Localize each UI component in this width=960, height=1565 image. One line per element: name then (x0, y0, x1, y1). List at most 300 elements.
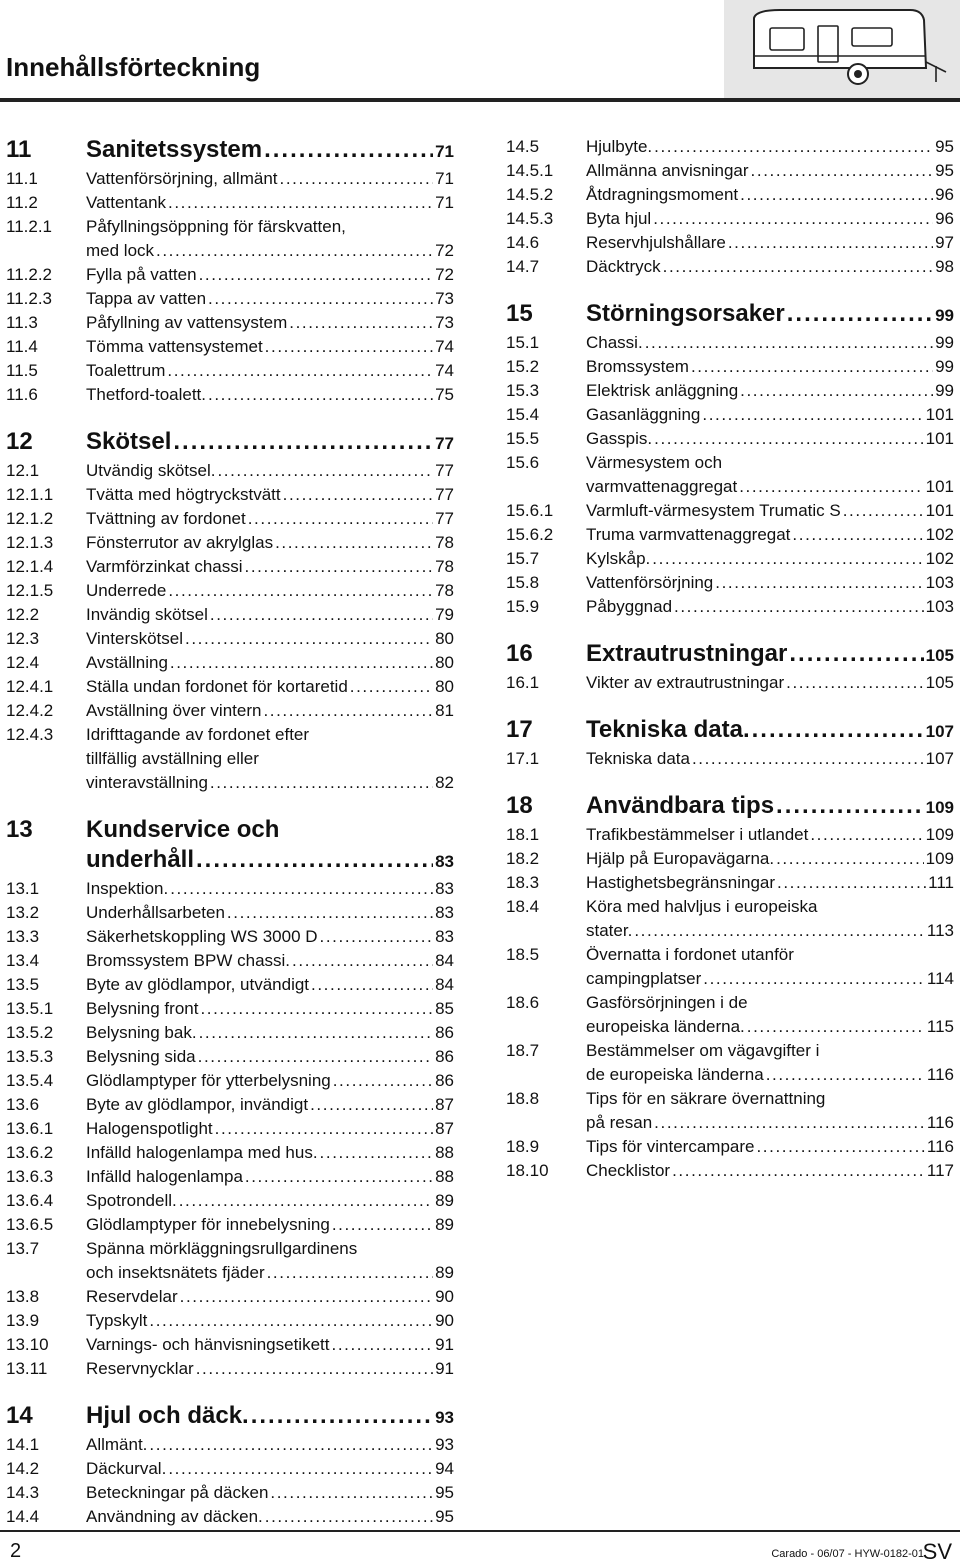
toc-chapter[interactable] (506, 639, 954, 671)
toc-entry[interactable] (506, 871, 954, 895)
toc-entry-title: Varmluft-värmesystem Trumatic S (586, 501, 841, 520)
toc-page-number: 81 (435, 701, 454, 720)
toc-entry-title: Hjul och däck. (86, 1402, 249, 1429)
toc-page-number: 91 (435, 1359, 454, 1378)
toc-entry-number: 15.9 (506, 597, 540, 616)
dot-leader (752, 715, 924, 745)
toc-entry[interactable] (6, 1141, 454, 1165)
toc-entry[interactable] (6, 579, 454, 603)
toc-entry-title: Thetford-toalett. (86, 385, 207, 404)
toc-entry-number: 11.4 (6, 337, 38, 356)
toc-page-number: 73 (435, 313, 454, 332)
toc-entry[interactable] (506, 895, 954, 943)
toc-entry-title: Idrifttagande av fordonet efter (86, 725, 310, 744)
toc-entry-title: varmvattenaggregat (586, 477, 738, 496)
toc-entry[interactable] (6, 507, 454, 531)
toc-entry[interactable] (6, 1333, 454, 1357)
toc-entry-title: Elektrisk anläggning (586, 381, 739, 400)
toc-page-number: 95 (935, 137, 954, 156)
toc-entry-number: 13.6.1 (6, 1119, 54, 1138)
toc-entry-title: Trafikbestämmelser i utlandet (586, 825, 809, 844)
toc-page-number: 87 (435, 1119, 454, 1138)
toc-entry-title: Underrede (86, 581, 167, 600)
toc-entry[interactable] (6, 335, 454, 359)
toc-entry[interactable] (6, 1481, 454, 1505)
toc-entry-number: 18.8 (506, 1089, 540, 1108)
toc-page-number: 116 (926, 1065, 954, 1084)
toc-entry[interactable] (6, 699, 454, 723)
dot-leader (280, 167, 434, 191)
toc-entry[interactable] (506, 943, 954, 991)
caravan-icon (740, 6, 950, 98)
toc-entry-title: Avställning (86, 653, 168, 672)
toc-entry[interactable] (6, 1021, 454, 1045)
dot-leader (208, 287, 433, 311)
toc-page-number: 80 (435, 653, 454, 672)
toc-entry[interactable] (506, 207, 954, 231)
dot-leader (167, 359, 433, 383)
toc-entry-title: Vinterskötsel (86, 629, 184, 648)
toc-entry-number: 14.5.1 (506, 161, 554, 180)
toc-entry[interactable] (506, 231, 954, 255)
toc-entry-title: Byte av glödlampor, utvändigt (86, 975, 310, 994)
toc-entry[interactable] (506, 159, 954, 183)
toc-page-number: 105 (925, 673, 954, 692)
toc-entry-title: europeiska länderna. (586, 1017, 745, 1036)
toc-entry-title: Tips för en säkrare övernattning (586, 1089, 826, 1108)
toc-entry[interactable] (6, 383, 454, 407)
toc-entry-number: 13.6 (6, 1095, 40, 1114)
toc-entry[interactable] (506, 331, 954, 355)
dot-leader (756, 1135, 924, 1159)
dot-leader (170, 651, 433, 675)
toc-entry-number: 12.4.1 (6, 677, 54, 696)
toc-entry-number: 18.6 (506, 993, 540, 1012)
toc-entry[interactable] (506, 571, 954, 595)
toc-entry[interactable] (6, 1045, 454, 1069)
toc-entry[interactable] (506, 255, 954, 279)
toc-entry-title: Beteckningar på däcken (86, 1483, 269, 1502)
dot-leader (168, 579, 433, 603)
toc-entry-number: 15.6 (506, 453, 540, 472)
toc-entry[interactable] (506, 355, 954, 379)
toc-page-number: 101 (925, 501, 954, 520)
toc-entry-title: vinteravställning (86, 773, 208, 792)
toc-entry-title: Köra med halvljus i europeiska (586, 897, 818, 916)
toc-entry[interactable] (506, 847, 954, 871)
toc-entry-title: Hjulbyte. (586, 137, 653, 156)
dot-leader (663, 255, 933, 279)
toc-entry[interactable] (6, 167, 454, 191)
toc-page-number: 89 (435, 1215, 454, 1234)
toc-entry[interactable] (6, 949, 454, 973)
toc-entry[interactable] (506, 595, 954, 619)
dot-leader (289, 311, 433, 335)
toc-entry[interactable] (6, 1117, 454, 1141)
toc-entry-title: de europeiska länderna (586, 1065, 764, 1084)
toc-entry-number: 14.4 (6, 1507, 40, 1526)
toc-entry-title: Skötsel (86, 428, 172, 455)
toc-page-number: 99 (935, 381, 954, 400)
dot-leader (210, 771, 433, 795)
toc-entry-number: 18.2 (506, 849, 540, 868)
toc-page-number: 72 (435, 241, 454, 260)
toc-entry[interactable] (506, 379, 954, 403)
toc-page-number: 83 (435, 927, 454, 946)
dot-leader (245, 1165, 433, 1189)
dot-leader (674, 595, 924, 619)
dot-leader (251, 1401, 433, 1431)
toc-entry[interactable] (506, 183, 954, 207)
toc-entry[interactable] (506, 547, 954, 571)
toc-entry-title: Vattenförsörjning (586, 573, 714, 592)
toc-entry[interactable] (6, 1357, 454, 1381)
dot-leader (311, 973, 433, 997)
toc-page-number: 107 (925, 749, 954, 768)
toc-entry[interactable] (6, 1309, 454, 1333)
toc-entry-number: 13.2 (6, 903, 40, 922)
toc-entry[interactable] (6, 263, 454, 287)
toc-entry[interactable] (6, 215, 454, 263)
toc-entry-number: 18.9 (506, 1137, 540, 1156)
dot-leader (208, 383, 433, 407)
toc-entry-number: 15.5 (506, 429, 540, 448)
toc-entry[interactable] (506, 135, 954, 159)
toc-entry-title: Värmesystem och (586, 453, 723, 472)
toc-page-number: 115 (926, 1017, 954, 1036)
toc-chapter[interactable] (506, 299, 954, 331)
toc-entry-number: 12.1 (6, 461, 40, 480)
toc-entry-title: Bestämmelser om vägavgifter i (586, 1041, 820, 1060)
dot-leader (292, 949, 433, 973)
toc-entry[interactable] (6, 1165, 454, 1189)
dot-leader (333, 1069, 433, 1093)
toc-chapter[interactable] (6, 815, 454, 877)
toc-entry[interactable] (6, 311, 454, 335)
toc-page-number: 107 (925, 722, 954, 741)
toc-entry-number: 11.3 (6, 313, 38, 332)
toc-entry-title: Hastighetsbegränsningar (586, 873, 776, 892)
toc-entry[interactable] (6, 1433, 454, 1457)
toc-entry-number: 13.6.4 (6, 1191, 54, 1210)
toc-entry[interactable] (6, 1505, 454, 1529)
toc-entry-title: Användbara tips (586, 792, 775, 819)
dot-leader (185, 627, 433, 651)
dot-leader (170, 877, 433, 901)
toc-entry-title: Underhållsarbeten (86, 903, 225, 922)
toc-page-number: 116 (926, 1137, 954, 1156)
toc-entry-title: Tappa av vatten (86, 289, 207, 308)
toc-entry[interactable] (6, 627, 454, 651)
toc-page-number: 101 (925, 477, 954, 496)
toc-entry[interactable] (6, 997, 454, 1021)
toc-entry[interactable] (506, 671, 954, 695)
toc-entry-title: Glödlamptyper för ytterbelysning (86, 1071, 331, 1090)
toc-entry-title: Extrautrustningar (586, 640, 788, 667)
toc-entry-title: Belysning bak. (86, 1023, 197, 1042)
dot-leader (215, 1117, 433, 1141)
dot-leader (332, 1213, 433, 1237)
toc-entry-number: 11.1 (6, 169, 38, 188)
dot-leader (350, 675, 433, 699)
dot-leader (740, 183, 933, 207)
toc-entry-title: Användning av däcken. (86, 1507, 263, 1526)
toc-entry-number: 18.3 (506, 873, 540, 892)
toc-page-number: 88 (435, 1143, 454, 1162)
dot-leader (653, 207, 933, 231)
toc-entry-title: Kundservice och (86, 816, 280, 843)
dot-leader (264, 135, 433, 165)
toc-page-number: 116 (926, 1113, 954, 1132)
toc-page-number: 103 (925, 597, 954, 616)
toc-entry-number: 12.1.5 (6, 581, 54, 600)
dot-leader (320, 925, 434, 949)
toc-entry-title: Infälld halogenlampa med hus. (86, 1143, 318, 1162)
toc-page-number: 90 (435, 1287, 454, 1306)
toc-page-number: 71 (435, 169, 454, 188)
toc-entry-number: 13.9 (6, 1311, 40, 1330)
toc-entry[interactable] (6, 1285, 454, 1309)
toc-page-number: 102 (925, 525, 954, 544)
toc-entry-title: och insektsnätets fjäder (86, 1263, 265, 1282)
dot-leader (672, 1159, 925, 1183)
toc-entry-title: Bromssystem (586, 357, 689, 376)
toc-page-number: 71 (435, 142, 454, 161)
toc-page-number: 101 (925, 429, 954, 448)
toc-entry-title: Säkerhetskoppling WS 3000 D (86, 927, 318, 946)
toc-page-number: 83 (435, 879, 454, 898)
toc-entry-title: Allmänna anvisningar (586, 161, 749, 180)
toc-entry-number: 12.1.1 (6, 485, 54, 504)
dot-leader (210, 603, 433, 627)
language-code: SV (922, 1539, 952, 1564)
toc-entry-title: Spotrondell. (86, 1191, 177, 1210)
toc-page-number: 95 (935, 161, 954, 180)
toc-chapter[interactable] (506, 715, 954, 747)
dot-leader (654, 427, 923, 451)
toc-page-number: 80 (435, 677, 454, 696)
toc-page-number: 114 (926, 969, 954, 988)
toc-entry[interactable] (506, 747, 954, 771)
dot-leader (263, 699, 433, 723)
toc-entry[interactable] (6, 555, 454, 579)
toc-page-number: 82 (435, 773, 454, 792)
toc-page-number: 78 (435, 581, 454, 600)
toc-entry[interactable] (6, 459, 454, 483)
toc-entry[interactable] (506, 499, 954, 523)
toc-chapter[interactable] (6, 1401, 454, 1433)
toc-entry[interactable] (6, 1237, 454, 1285)
toc-chapter[interactable] (6, 135, 454, 167)
toc-entry[interactable] (6, 973, 454, 997)
toc-entry-title: underhåll (86, 846, 195, 873)
toc-page-number: 86 (435, 1023, 454, 1042)
toc-entry-number: 13.3 (6, 927, 40, 946)
toc-entry-title: Typskylt (86, 1311, 148, 1330)
toc-entry[interactable] (6, 1457, 454, 1481)
toc-entry[interactable] (6, 483, 454, 507)
toc-entry-title: Gasspis. (586, 429, 653, 448)
dot-leader (245, 555, 434, 579)
dot-leader (740, 379, 933, 403)
toc-entry[interactable] (6, 287, 454, 311)
toc-entry-number: 13.11 (6, 1359, 48, 1378)
toc-entry[interactable] (6, 651, 454, 675)
toc-page-number: 109 (925, 798, 954, 817)
toc-entry[interactable] (506, 1159, 954, 1183)
toc-entry-number: 11.2.1 (6, 217, 53, 236)
toc-entry-number: 13.5.3 (6, 1047, 54, 1066)
toc-entry-title: Toalettrum (86, 361, 166, 380)
toc-entry-title: Fylla på vatten (86, 265, 197, 284)
dot-leader (691, 355, 933, 379)
toc-entry-title: Tekniska data. (586, 716, 750, 743)
toc-page-number: 109 (925, 825, 954, 844)
toc-entry-title: Tvätta med högtryckstvätt (86, 485, 281, 504)
dot-leader (199, 1021, 434, 1045)
toc-entry[interactable] (6, 1093, 454, 1117)
toc-entry-number: 13.5.1 (6, 999, 54, 1018)
toc-entry[interactable] (6, 675, 454, 699)
toc-entry-title: Belysning sida (86, 1047, 196, 1066)
toc-entry-number: 17 (506, 716, 533, 743)
dot-leader (789, 639, 923, 669)
toc-page-number: 103 (925, 573, 954, 592)
toc-entry[interactable] (6, 901, 454, 925)
header-rule (0, 98, 960, 102)
dot-leader (787, 299, 933, 329)
toc-entry-number: 15 (506, 300, 533, 327)
toc-entry-title: Byta hjul (586, 209, 652, 228)
toc-page-number: 73 (435, 289, 454, 308)
toc-entry-number: 14.1 (6, 1435, 40, 1454)
toc-entry-number: 11.2 (6, 193, 38, 212)
dot-leader (776, 847, 924, 871)
dot-leader (310, 1093, 433, 1117)
toc-entry[interactable] (506, 523, 954, 547)
toc-entry[interactable] (506, 403, 954, 427)
dot-leader (283, 483, 433, 507)
toc-entry-number: 14 (6, 1402, 33, 1429)
toc-entry[interactable] (6, 723, 454, 795)
dot-leader (156, 239, 433, 263)
toc-entry-title: med lock (86, 241, 155, 260)
toc-page-number: 91 (435, 1335, 454, 1354)
toc-page-number: 78 (435, 533, 454, 552)
toc-entry-title: Gasförsörjningen i de (586, 993, 748, 1012)
toc-entry-title: Tips för vintercampare (586, 1137, 755, 1156)
toc-entry[interactable] (6, 1069, 454, 1093)
toc-entry[interactable] (6, 1213, 454, 1237)
toc-entry-title: campingplatser (586, 969, 702, 988)
toc-entry-title: Belysning front (86, 999, 199, 1018)
toc-chapter[interactable] (6, 427, 454, 459)
dot-leader (702, 403, 923, 427)
toc-entry-number: 12.1.4 (6, 557, 54, 576)
dot-leader (168, 1457, 433, 1481)
toc-entry[interactable] (6, 925, 454, 949)
dot-leader (198, 1045, 433, 1069)
toc-entry[interactable] (506, 991, 954, 1039)
toc-entry-number: 16 (506, 640, 533, 667)
toc-entry-number: 13 (6, 816, 33, 843)
toc-entry-title: Allmänt. (86, 1435, 148, 1454)
toc-entry-number: 15.2 (506, 357, 540, 376)
toc-entry-number: 11 (6, 136, 32, 163)
toc-entry-number: 15.8 (506, 573, 540, 592)
dot-leader (267, 1261, 433, 1285)
toc-page-number: 97 (935, 233, 954, 252)
dot-leader (654, 135, 933, 159)
toc-page-number: 72 (435, 265, 454, 284)
toc-entry-title: Vattenförsörjning, allmänt (86, 169, 278, 188)
toc-entry[interactable] (506, 427, 954, 451)
toc-page-number: 95 (435, 1507, 454, 1526)
dot-leader (810, 823, 923, 847)
toc-page-number: 86 (435, 1071, 454, 1090)
page-title: Innehållsförteckning (6, 52, 261, 82)
toc-page-number: 87 (435, 1095, 454, 1114)
toc-entry[interactable] (506, 1135, 954, 1159)
toc-entry-number: 18 (506, 792, 533, 819)
toc-entry[interactable] (6, 603, 454, 627)
toc-entry-title: Fönsterrutor av akrylglas (86, 533, 274, 552)
dot-leader (747, 1015, 925, 1039)
toc-page-number: 89 (435, 1263, 454, 1282)
toc-entry-number: 12.4 (6, 653, 40, 672)
toc-page-number: 77 (435, 509, 454, 528)
toc-entry-number: 14.5.3 (506, 209, 554, 228)
toc-entry[interactable] (6, 191, 454, 215)
toc-page-number: 111 (928, 873, 954, 892)
toc-entry-number: 18.1 (506, 825, 540, 844)
toc-page-number: 95 (435, 1483, 454, 1502)
toc-page-number: 74 (435, 361, 454, 380)
toc-entry[interactable] (6, 1189, 454, 1213)
toc-entry-title: Byte av glödlampor, invändigt (86, 1095, 309, 1114)
dot-leader (332, 1333, 434, 1357)
toc-entry-number: 15.3 (506, 381, 540, 400)
toc-entry-title: Bromssystem BPW chassi. (86, 951, 291, 970)
toc-entry-title: stater. (586, 921, 633, 940)
toc-entry-title: Däcktryck (586, 257, 661, 276)
toc-entry-number: 11.5 (6, 361, 38, 380)
toc-entry[interactable] (6, 877, 454, 901)
toc-chapter[interactable] (506, 791, 954, 823)
toc-page-number: 96 (935, 209, 954, 228)
toc-page-number: 113 (926, 921, 954, 940)
toc-entry-title: Sanitetssystem (86, 136, 263, 163)
toc-entry-number: 13.4 (6, 951, 40, 970)
toc-entry[interactable] (506, 451, 954, 499)
dot-leader (766, 1063, 925, 1087)
toc-entry[interactable] (6, 359, 454, 383)
toc-page-number: 101 (925, 405, 954, 424)
dot-leader (776, 791, 924, 821)
toc-page-number: 90 (435, 1311, 454, 1330)
toc-entry[interactable] (506, 1039, 954, 1087)
toc-entry-number: 13.8 (6, 1287, 40, 1306)
toc-entry[interactable] (506, 823, 954, 847)
toc-page-number: 75 (435, 385, 454, 404)
toc-page-number: 78 (435, 557, 454, 576)
toc-entry-number: 12.1.2 (6, 509, 54, 528)
toc-entry[interactable] (506, 1087, 954, 1135)
toc-entry[interactable] (6, 531, 454, 555)
toc-entry-number: 13.5.2 (6, 1023, 54, 1042)
toc-entry-title: Påfyllning av vattensystem (86, 313, 288, 332)
toc-entry-number: 14.3 (6, 1483, 40, 1502)
